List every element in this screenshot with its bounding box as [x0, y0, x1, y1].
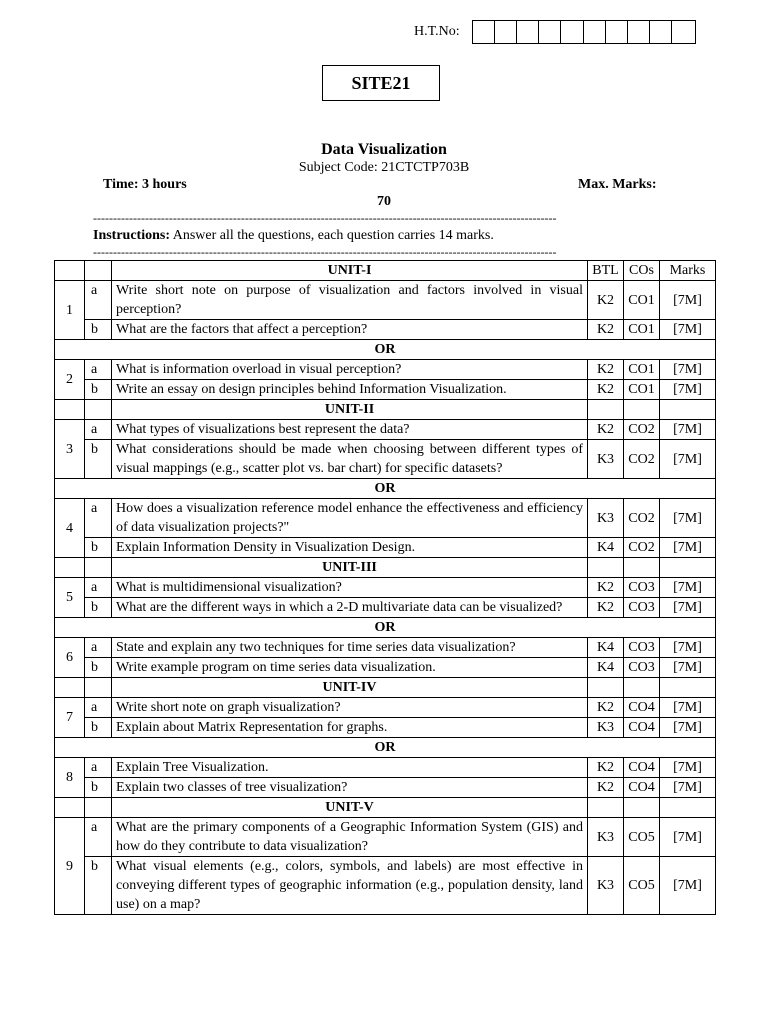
question-row — [55, 320, 716, 340]
htno-digit-box — [650, 21, 672, 43]
blank-cell — [588, 558, 624, 578]
subject-code: Subject Code: 21CTCTP703B — [298, 160, 470, 175]
dashed-divider: -------------------------------------------------------------------------------------------------------------------- — [93, 246, 557, 258]
hall-ticket-number — [414, 20, 696, 44]
blank-cell — [660, 678, 716, 698]
btl-level: K3 — [588, 440, 624, 479]
question-text: Write short note on purpose of visualization and factors involved in visual perception? — [112, 281, 588, 320]
htno-digit-box — [584, 21, 606, 43]
sub-question-letter: a — [85, 499, 112, 538]
htno-boxes — [472, 20, 696, 44]
dashed-divider: -------------------------------------------------------------------------------------------------------------------- — [93, 212, 557, 224]
htno-digit-box — [495, 21, 517, 43]
course-outcome: CO1 — [624, 320, 660, 340]
blank-cell — [624, 558, 660, 578]
question-number: 5 — [55, 578, 85, 618]
unit-header-row — [55, 798, 716, 818]
question-row — [55, 778, 716, 798]
or-row — [55, 479, 716, 499]
question-number: 9 — [55, 818, 85, 915]
question-text: Explain about Matrix Representation for graphs. — [112, 718, 588, 738]
course-outcome: CO4 — [624, 758, 660, 778]
unit-header-row — [55, 678, 716, 698]
btl-level: K2 — [588, 281, 624, 320]
question-number: 4 — [55, 499, 85, 558]
btl-level: K2 — [588, 598, 624, 618]
question-row — [55, 598, 716, 618]
btl-level: K2 — [588, 360, 624, 380]
question-row — [55, 281, 716, 320]
sub-question-letter: b — [85, 538, 112, 558]
blank-cell — [55, 261, 85, 281]
htno-digit-box — [517, 21, 539, 43]
question-number: 8 — [55, 758, 85, 798]
question-number: 6 — [55, 638, 85, 678]
htno-digit-box — [539, 21, 561, 43]
unit-header-row — [55, 261, 716, 281]
course-outcome: CO4 — [624, 778, 660, 798]
sub-question-letter: a — [85, 281, 112, 320]
btl-level: K4 — [588, 538, 624, 558]
course-outcome: CO1 — [624, 380, 660, 400]
blank-cell — [624, 400, 660, 420]
btl-level: K4 — [588, 658, 624, 678]
btl-level: K2 — [588, 420, 624, 440]
or-separator: OR — [55, 340, 716, 360]
marks-header: Marks — [660, 261, 716, 281]
question-text: Write example program on time series data visualization. — [112, 658, 588, 678]
unit-title: UNIT-III — [112, 558, 588, 578]
blank-cell — [588, 798, 624, 818]
blank-cell — [660, 558, 716, 578]
blank-cell — [588, 678, 624, 698]
question-row — [55, 360, 716, 380]
question-row — [55, 538, 716, 558]
max-marks-value: 70 — [377, 194, 391, 209]
question-marks: [7M] — [660, 360, 716, 380]
question-text: Explain two classes of tree visualization? — [112, 778, 588, 798]
course-outcome: CO2 — [624, 538, 660, 558]
question-row — [55, 658, 716, 678]
sub-question-letter: a — [85, 578, 112, 598]
blank-cell — [55, 400, 85, 420]
course-outcome: CO2 — [624, 499, 660, 538]
question-text: Explain Tree Visualization. — [112, 758, 588, 778]
btl-level: K4 — [588, 638, 624, 658]
cos-header: COs — [624, 261, 660, 281]
unit-title: UNIT-IV — [112, 678, 588, 698]
or-row — [55, 340, 716, 360]
htno-digit-box — [473, 21, 495, 43]
question-row — [55, 857, 716, 915]
question-marks: [7M] — [660, 578, 716, 598]
course-outcome: CO5 — [624, 857, 660, 915]
btl-level: K3 — [588, 818, 624, 857]
btl-level: K2 — [588, 380, 624, 400]
question-table — [54, 260, 716, 915]
btl-level: K2 — [588, 320, 624, 340]
question-marks: [7M] — [660, 857, 716, 915]
question-row — [55, 578, 716, 598]
max-marks-label: Max. Marks: — [578, 177, 657, 192]
blank-cell — [85, 678, 112, 698]
btl-level: K2 — [588, 778, 624, 798]
question-row — [55, 499, 716, 538]
question-marks: [7M] — [660, 658, 716, 678]
sub-question-letter: a — [85, 758, 112, 778]
sub-question-letter: a — [85, 638, 112, 658]
question-number: 3 — [55, 420, 85, 479]
or-row — [55, 618, 716, 638]
sub-question-letter: b — [85, 857, 112, 915]
or-separator: OR — [55, 738, 716, 758]
question-marks: [7M] — [660, 638, 716, 658]
question-marks: [7M] — [660, 499, 716, 538]
sub-question-letter: b — [85, 380, 112, 400]
blank-cell — [55, 798, 85, 818]
question-text: What is information overload in visual perception? — [112, 360, 588, 380]
question-marks: [7M] — [660, 380, 716, 400]
btl-header: BTL — [588, 261, 624, 281]
paper-code: SITE21 — [322, 65, 440, 101]
sub-question-letter: b — [85, 778, 112, 798]
exam-time: Time: 3 hours — [103, 177, 187, 192]
blank-cell — [55, 678, 85, 698]
question-row — [55, 380, 716, 400]
htno-digit-box — [606, 21, 628, 43]
btl-level: K2 — [588, 758, 624, 778]
unit-title: UNIT-II — [112, 400, 588, 420]
sub-question-letter: a — [85, 818, 112, 857]
question-marks: [7M] — [660, 598, 716, 618]
btl-level: K3 — [588, 499, 624, 538]
question-marks: [7M] — [660, 698, 716, 718]
question-marks: [7M] — [660, 440, 716, 479]
unit-header-row — [55, 558, 716, 578]
question-text: What are the primary components of a Geographic Information System (GIS) and how do they contribute to data visualization? — [112, 818, 588, 857]
course-outcome: CO4 — [624, 698, 660, 718]
course-outcome: CO1 — [624, 360, 660, 380]
blank-cell — [55, 558, 85, 578]
question-marks: [7M] — [660, 758, 716, 778]
question-text: Write short note on graph visualization? — [112, 698, 588, 718]
htno-digit-box — [561, 21, 583, 43]
question-marks: [7M] — [660, 818, 716, 857]
unit-title: UNIT-I — [112, 261, 588, 281]
or-separator: OR — [55, 618, 716, 638]
question-number: 2 — [55, 360, 85, 400]
blank-cell — [660, 400, 716, 420]
question-row — [55, 638, 716, 658]
blank-cell — [660, 798, 716, 818]
blank-cell — [624, 678, 660, 698]
course-outcome: CO3 — [624, 658, 660, 678]
or-row — [55, 738, 716, 758]
sub-question-letter: b — [85, 320, 112, 340]
htno-digit-box — [672, 21, 694, 43]
htno-digit-box — [628, 21, 650, 43]
sub-question-letter: a — [85, 360, 112, 380]
question-text: What considerations should be made when choosing between different types of visual mappings (e.g., scatter plot vs. bar chart) for specific datasets? — [112, 440, 588, 479]
question-text: What visual elements (e.g., colors, symbols, and labels) are most effective in conveying different types of geographic information (e.g., population density, land use) on a map? — [112, 857, 588, 915]
course-outcome: CO3 — [624, 638, 660, 658]
sub-question-letter: b — [85, 440, 112, 479]
question-marks: [7M] — [660, 778, 716, 798]
sub-question-letter: b — [85, 658, 112, 678]
instructions-text: Answer all the questions, each question carries 14 marks. — [170, 228, 494, 243]
question-text: How does a visualization reference model enhance the effectiveness and efficiency of data visualization projects?" — [112, 499, 588, 538]
blank-cell — [624, 798, 660, 818]
unit-header-row — [55, 400, 716, 420]
question-marks: [7M] — [660, 718, 716, 738]
question-text: What are the factors that affect a perception? — [112, 320, 588, 340]
question-text: What types of visualizations best represent the data? — [112, 420, 588, 440]
question-number: 1 — [55, 281, 85, 340]
course-outcome: CO3 — [624, 578, 660, 598]
blank-cell — [85, 261, 112, 281]
question-marks: [7M] — [660, 281, 716, 320]
sub-question-letter: a — [85, 698, 112, 718]
btl-level: K2 — [588, 698, 624, 718]
question-text: Explain Information Density in Visualization Design. — [112, 538, 588, 558]
btl-level: K3 — [588, 857, 624, 915]
question-row — [55, 818, 716, 857]
blank-cell — [85, 798, 112, 818]
course-outcome: CO2 — [624, 420, 660, 440]
sub-question-letter: b — [85, 598, 112, 618]
blank-cell — [85, 558, 112, 578]
question-row — [55, 698, 716, 718]
question-marks: [7M] — [660, 420, 716, 440]
question-marks: [7M] — [660, 538, 716, 558]
question-text: What is multidimensional visualization? — [112, 578, 588, 598]
question-row — [55, 440, 716, 479]
blank-cell — [588, 400, 624, 420]
btl-level: K2 — [588, 578, 624, 598]
question-text: What are the different ways in which a 2-D multivariate data can be visualized? — [112, 598, 588, 618]
question-text: State and explain any two techniques for time series data visualization? — [112, 638, 588, 658]
course-outcome: CO2 — [624, 440, 660, 479]
question-row — [55, 718, 716, 738]
course-outcome: CO5 — [624, 818, 660, 857]
blank-cell — [85, 400, 112, 420]
subject-title: Data Visualization — [321, 141, 447, 158]
course-outcome: CO3 — [624, 598, 660, 618]
sub-question-letter: b — [85, 718, 112, 738]
question-row — [55, 420, 716, 440]
unit-title: UNIT-V — [112, 798, 588, 818]
question-number: 7 — [55, 698, 85, 738]
course-outcome: CO1 — [624, 281, 660, 320]
question-text: Write an essay on design principles behind Information Visualization. — [112, 380, 588, 400]
btl-level: K3 — [588, 718, 624, 738]
or-separator: OR — [55, 479, 716, 499]
htno-label: H.T.No: — [414, 24, 460, 39]
sub-question-letter: a — [85, 420, 112, 440]
instructions-label: Instructions: — [93, 228, 171, 243]
question-marks: [7M] — [660, 320, 716, 340]
question-row — [55, 758, 716, 778]
course-outcome: CO4 — [624, 718, 660, 738]
instructions — [93, 228, 494, 244]
